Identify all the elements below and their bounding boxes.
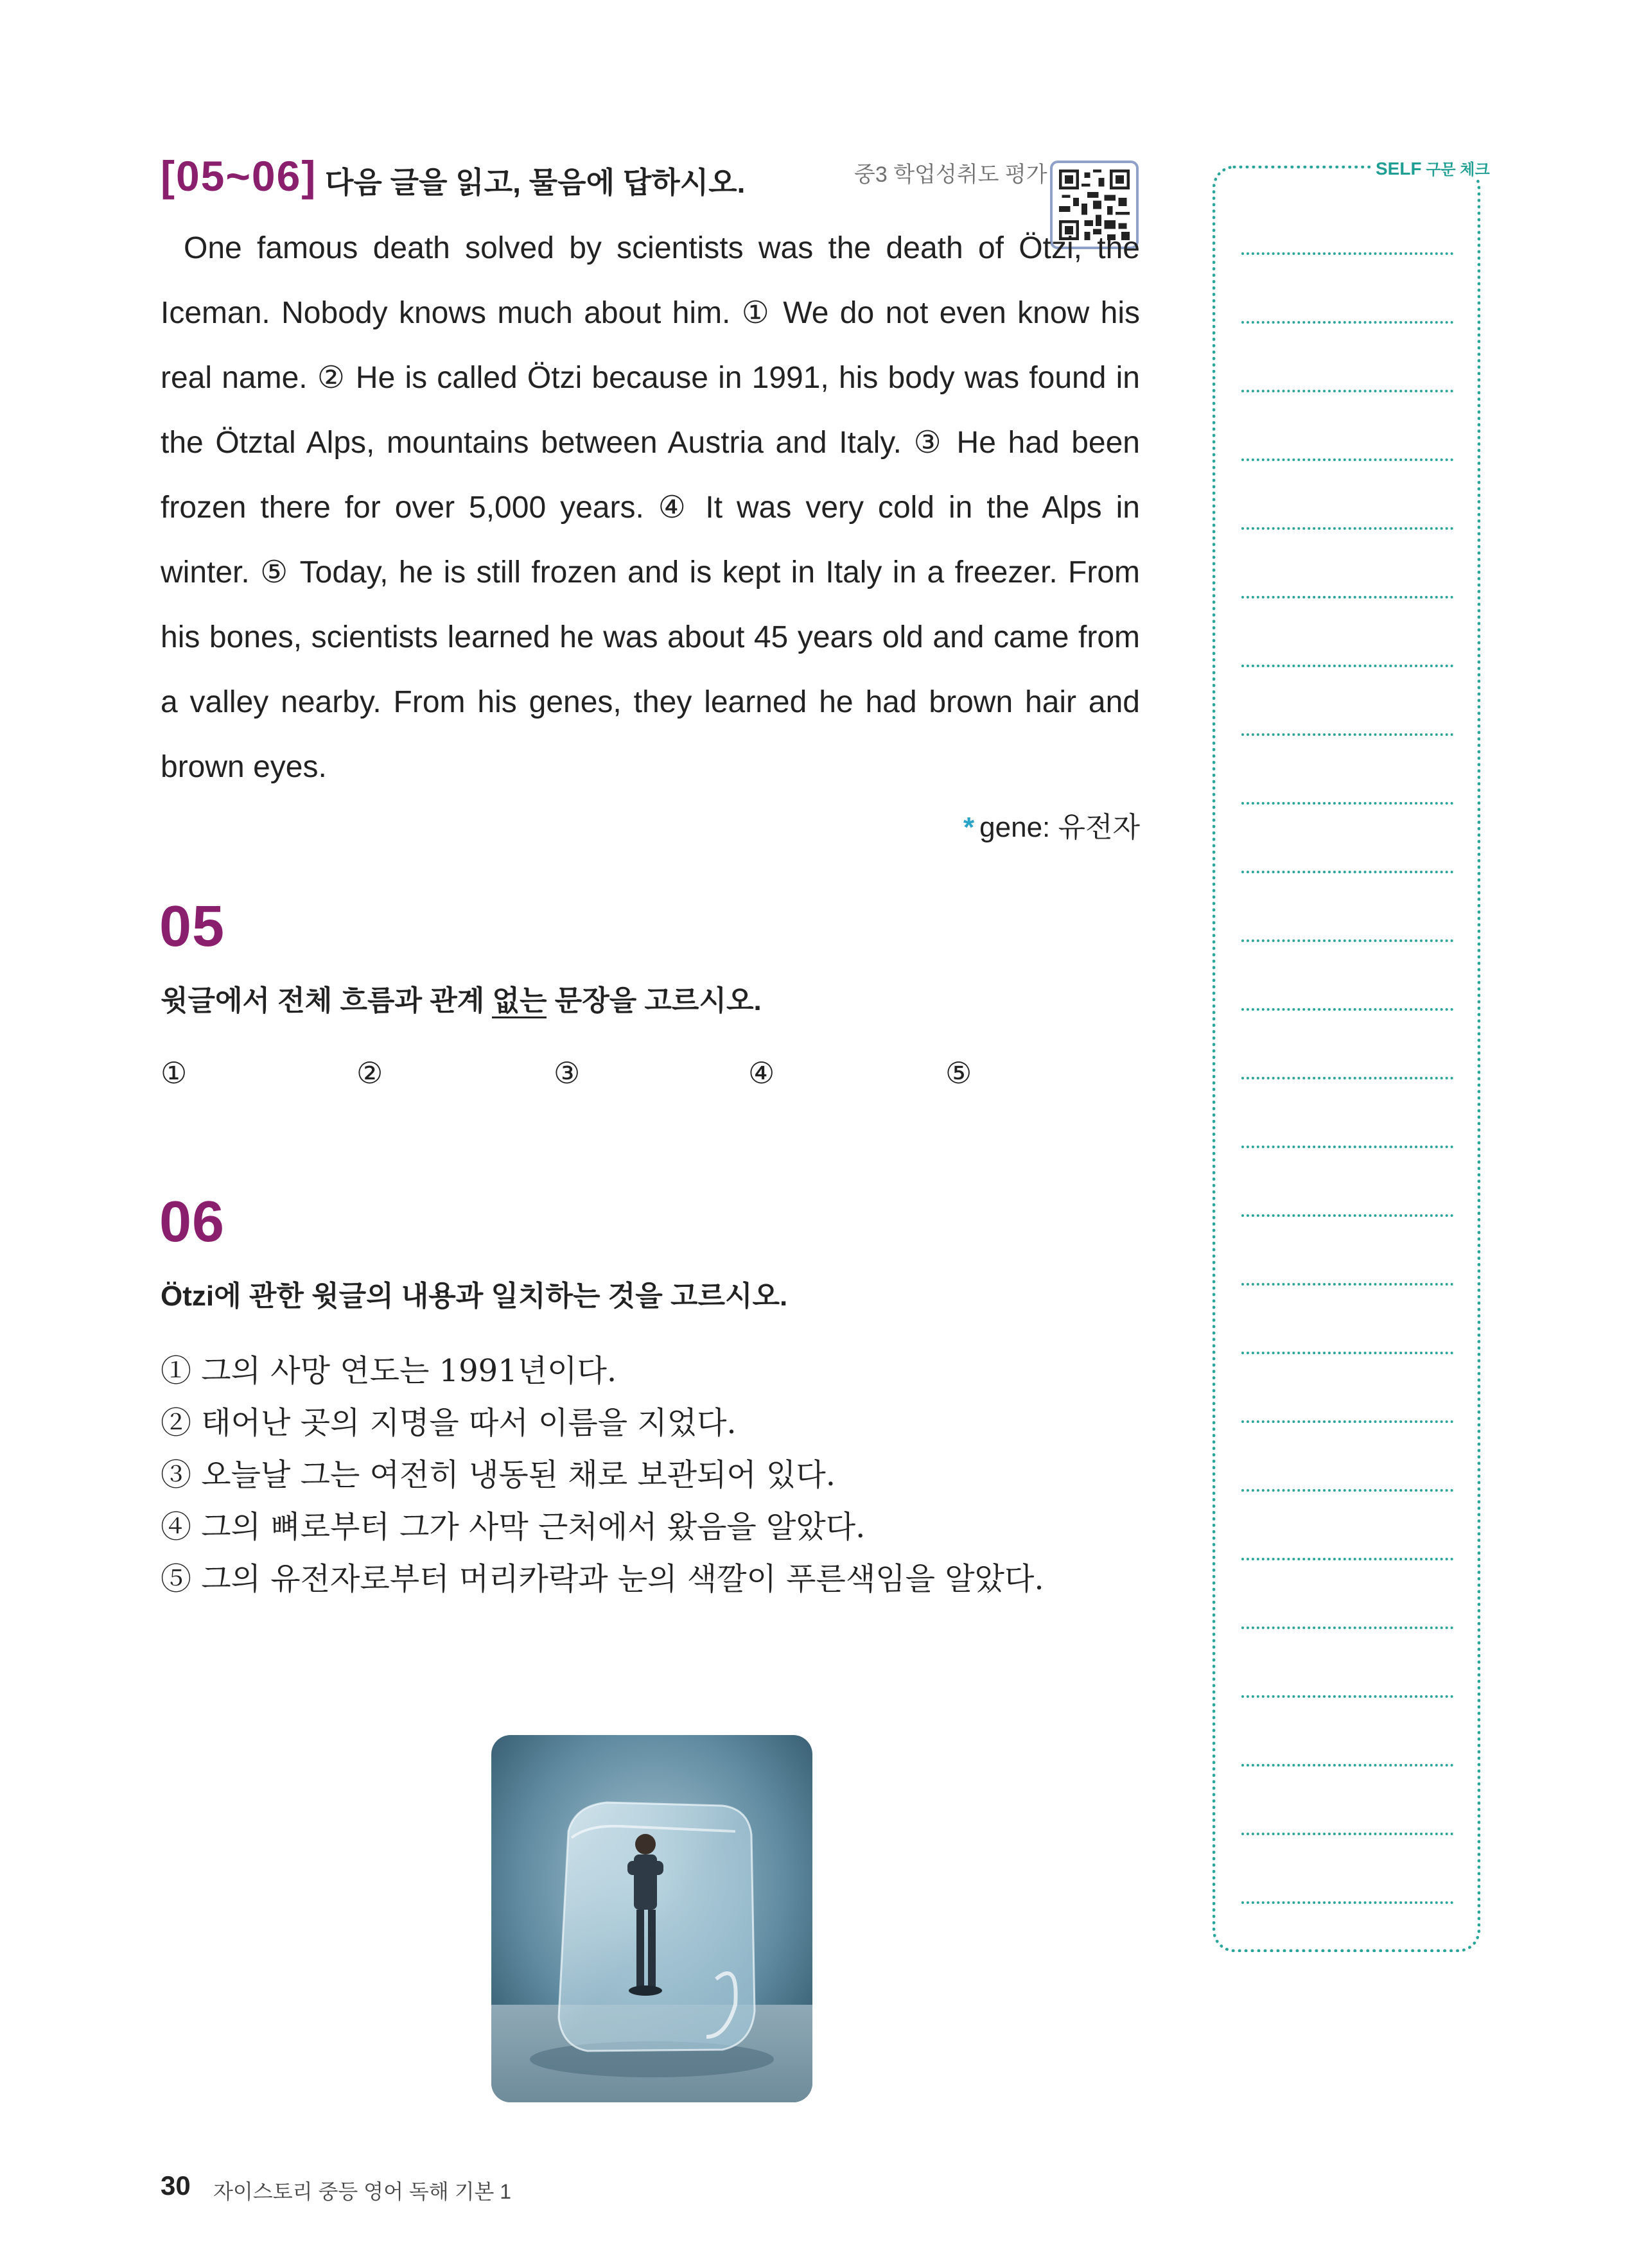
self-check-line[interactable]	[1241, 1146, 1453, 1148]
q06-choice-2[interactable]: ② 태어난 곳의 지명을 따서 이름을 지었다.	[161, 1405, 737, 1441]
self-check-line[interactable]	[1241, 939, 1453, 942]
self-check-label	[1370, 157, 1495, 179]
q06-choice-4[interactable]: ④ 그의 뼈로부터 그가 사막 근처에서 왔음을 알았다.	[161, 1509, 866, 1545]
question-05-prompt-part2: 문장을 고르시오.	[547, 985, 762, 1016]
self-check-line[interactable]	[1241, 390, 1453, 392]
self-check-line[interactable]	[1241, 1901, 1453, 1904]
footnote-text: gene: 유전자	[979, 812, 1140, 843]
self-check-line[interactable]	[1241, 1695, 1453, 1698]
q05-choice-2[interactable]: ②	[356, 1056, 383, 1090]
q06-choice-5[interactable]: ⑤ 그의 유전자로부터 머리카락과 눈의 색깔이 푸른색임을 알았다.	[161, 1561, 1044, 1597]
q05-choice-4[interactable]: ④	[748, 1056, 775, 1090]
q06-choices	[161, 1345, 1044, 1605]
book-title: 자이스토리 중등 영어 독해 기본 1	[213, 2180, 512, 2203]
self-check-line[interactable]	[1241, 527, 1453, 530]
self-check-line[interactable]	[1241, 1283, 1453, 1286]
section-range: [05~06]	[161, 152, 317, 200]
footnote-asterisk: *	[963, 812, 975, 843]
self-check-line[interactable]	[1241, 252, 1453, 255]
self-check-line[interactable]	[1241, 1558, 1453, 1560]
page-number: 30	[161, 2170, 191, 2201]
self-check-line[interactable]	[1241, 1420, 1453, 1423]
footnote	[899, 804, 1140, 845]
question-05-prompt-part1: 윗글에서 전체 흐름과 관계	[161, 985, 493, 1016]
self-check-line[interactable]	[1241, 871, 1453, 873]
self-check-line[interactable]	[1241, 458, 1453, 461]
question-06-prompt: Ötzi에 관한 윗글의 내용과 일치하는 것을 고르시오.	[161, 1280, 788, 1312]
self-check-line[interactable]	[1241, 1008, 1453, 1011]
self-check-line[interactable]	[1241, 665, 1453, 667]
self-check-label-sub: 구문 체크	[1421, 161, 1490, 179]
section-instruction: 다음 글을 읽고, 물음에 답하시오.	[325, 166, 746, 199]
self-check-line[interactable]	[1241, 596, 1453, 598]
self-check-line[interactable]	[1241, 1077, 1453, 1079]
passage-text: One famous death solved by scientists was the death of Ötzi, the Iceman. Nobody knows much about him. ① We do not even know his real name. ② He is called Ötzi because in 1991, his body was found in the Ötztal Alps, mountains between Austria and Italy. ③ He had been frozen there for over 5,000 years. ④ It was very cold in the Alps in winter. ⑤ Today, he is still frozen and is kept in Italy in a freezer. From his bones, scientists learned he was about 45 years old and came from a valley nearby. From his genes, they learned he had brown hair and brown eyes.	[161, 231, 1140, 784]
question-05-number: 05	[159, 894, 225, 959]
question-05-prompt-emphasis: 없는	[492, 985, 547, 1018]
self-check-label-main: SELF	[1376, 159, 1422, 179]
self-check-box	[1213, 166, 1480, 1952]
self-check-line[interactable]	[1241, 321, 1453, 324]
q05-choice-3[interactable]: ③	[554, 1056, 581, 1090]
self-check-line[interactable]	[1241, 1833, 1453, 1835]
self-check-line[interactable]	[1241, 1214, 1453, 1217]
q05-choice-5[interactable]: ⑤	[945, 1056, 972, 1090]
self-check-line[interactable]	[1241, 802, 1453, 805]
self-check-line[interactable]	[1241, 733, 1453, 736]
self-check-line[interactable]	[1241, 1627, 1453, 1629]
self-check-line[interactable]	[1241, 1489, 1453, 1492]
reading-passage	[161, 216, 1140, 799]
q06-choice-1[interactable]: ① 그의 사망 연도는 1991년이다.	[161, 1353, 617, 1389]
self-check-line[interactable]	[1241, 1764, 1453, 1766]
question-05-prompt	[161, 977, 762, 1018]
self-check-line[interactable]	[1241, 1352, 1453, 1354]
evaluation-label: 중3 학업성취도 평가	[854, 162, 1047, 187]
q05-choice-1[interactable]: ①	[161, 1056, 188, 1090]
question-06-number: 06	[159, 1190, 225, 1254]
q06-choice-3[interactable]: ③ 오늘날 그는 여전히 냉동된 채로 보관되어 있다.	[161, 1457, 836, 1493]
iceman-illustration	[491, 1735, 812, 2102]
